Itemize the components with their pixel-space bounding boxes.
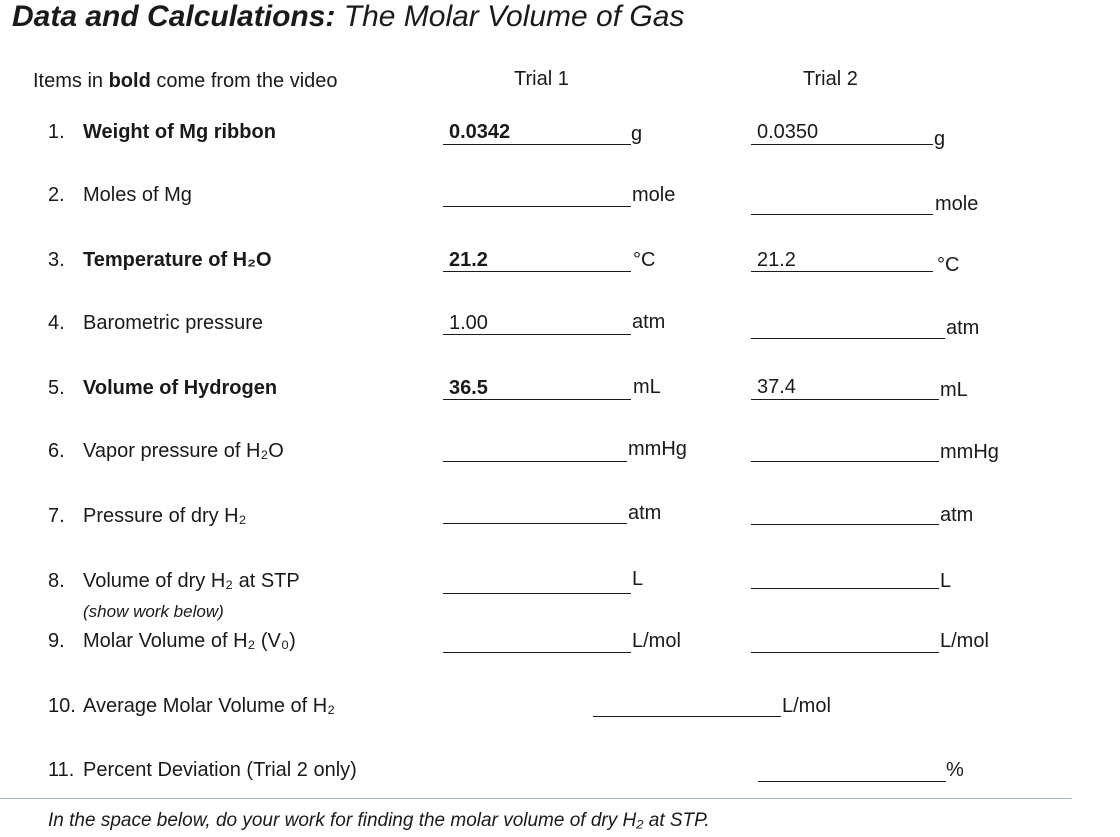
trial2-molar-unit: L/mol bbox=[940, 630, 989, 652]
average-molar-blank[interactable] bbox=[593, 716, 781, 717]
trial2-drypressure-blank[interactable] bbox=[751, 524, 939, 525]
item-number: 10. bbox=[48, 695, 76, 717]
item-vapor-pressure bbox=[48, 440, 284, 463]
trial1-drypressure-unit: atm bbox=[628, 502, 662, 524]
trial1-pressure-value: 1.00 bbox=[449, 312, 488, 334]
item-number: 2. bbox=[48, 184, 65, 206]
trial2-weight-value: 0.0350 bbox=[757, 121, 819, 143]
item-moles-mg bbox=[48, 184, 192, 207]
trial2-drypressure-unit: atm bbox=[940, 504, 974, 526]
trial2-stp-blank[interactable] bbox=[751, 588, 939, 589]
trial1-stp-blank[interactable] bbox=[443, 593, 631, 594]
trial1-weight-blank[interactable] bbox=[443, 144, 631, 145]
trial1-pressure-unit: atm bbox=[632, 311, 666, 333]
trial2-vapor-unit: mmHg bbox=[940, 441, 999, 463]
item-label: Pressure of dry H₂ bbox=[83, 505, 247, 527]
title-bold-part: Data and Calculations: bbox=[12, 0, 336, 33]
trial1-volume-value: 36.5 bbox=[449, 377, 488, 399]
item-average-molar-volume bbox=[48, 695, 335, 718]
item-pressure-dry-h2 bbox=[48, 505, 246, 528]
show-work-note: (show work below) bbox=[83, 602, 224, 621]
item-barometric-pressure bbox=[48, 312, 263, 335]
item-number: 9. bbox=[48, 630, 65, 652]
trial2-volume-blank[interactable] bbox=[751, 399, 939, 400]
trial2-temp-unit: °C bbox=[937, 254, 960, 276]
item-label: Weight of Mg ribbon bbox=[83, 121, 276, 143]
work-instructions: In the space below, do your work for finding the molar volume of dry H₂ at STP. bbox=[48, 810, 710, 831]
trial1-molar-blank[interactable] bbox=[443, 652, 631, 653]
item-temperature bbox=[48, 249, 272, 272]
percent-deviation-unit: % bbox=[946, 759, 964, 781]
item-number: 7. bbox=[48, 505, 65, 527]
percent-deviation-blank[interactable] bbox=[758, 781, 946, 782]
trial2-stp-unit: L bbox=[940, 570, 952, 592]
trial1-weight-value: 0.0342 bbox=[449, 121, 511, 143]
intro-suffix: come from the video bbox=[150, 70, 338, 92]
trial2-vapor-blank[interactable] bbox=[751, 461, 939, 462]
item-weight-mg bbox=[48, 121, 276, 144]
item-number: 3. bbox=[48, 249, 65, 271]
trial1-weight-unit: g bbox=[631, 123, 643, 145]
page-title bbox=[12, 0, 684, 34]
item-volume-hydrogen bbox=[48, 377, 277, 400]
trial1-vapor-unit: mmHg bbox=[628, 438, 687, 460]
item-number: 4. bbox=[48, 312, 65, 334]
trial2-weight-blank[interactable] bbox=[751, 144, 933, 145]
trial-1-header: Trial 1 bbox=[514, 68, 569, 90]
item-number: 6. bbox=[48, 440, 65, 462]
item-molar-volume bbox=[48, 630, 296, 653]
trial1-stp-unit: L bbox=[632, 568, 644, 590]
item-label: Volume of dry H₂ at STP bbox=[83, 570, 300, 592]
trial2-volume-unit: mL bbox=[940, 379, 968, 401]
trial2-moles-unit: mole bbox=[935, 193, 979, 215]
item-volume-stp bbox=[48, 570, 300, 593]
trial2-pressure-blank[interactable] bbox=[751, 338, 945, 339]
trial1-vapor-blank[interactable] bbox=[443, 461, 627, 462]
trial1-drypressure-blank[interactable] bbox=[443, 523, 627, 524]
intro-bold-word: bold bbox=[108, 70, 151, 92]
item-label: Volume of Hydrogen bbox=[83, 377, 278, 399]
trial2-temp-value: 21.2 bbox=[757, 249, 796, 271]
trial1-molar-unit: L/mol bbox=[632, 630, 681, 652]
item-label: Average Molar Volume of H₂ bbox=[83, 695, 335, 717]
trial2-moles-blank[interactable] bbox=[751, 214, 933, 215]
item-label: Temperature of H₂O bbox=[83, 249, 272, 271]
trial-2-header: Trial 2 bbox=[803, 68, 858, 90]
item-number: 5. bbox=[48, 377, 65, 399]
item-number: 11. bbox=[48, 759, 75, 781]
trial1-volume-unit: mL bbox=[633, 376, 661, 398]
item-label: Vapor pressure of H₂O bbox=[83, 440, 284, 462]
trial1-moles-blank[interactable] bbox=[443, 206, 631, 207]
trial2-molar-blank[interactable] bbox=[751, 652, 939, 653]
item-percent-deviation bbox=[48, 759, 357, 782]
item-number: 8. bbox=[48, 570, 65, 592]
trial1-moles-unit: mole bbox=[632, 184, 676, 206]
trial1-temp-unit: °C bbox=[633, 249, 656, 271]
item-label: Moles of Mg bbox=[83, 184, 192, 206]
intro-text bbox=[33, 70, 338, 93]
trial2-pressure-unit: atm bbox=[946, 317, 980, 339]
average-molar-unit: L/mol bbox=[782, 695, 831, 717]
trial1-temp-value: 21.2 bbox=[449, 249, 488, 271]
item-label: Percent Deviation (Trial 2 only) bbox=[83, 759, 357, 781]
item-label: Molar Volume of H₂ (V₀) bbox=[83, 630, 296, 652]
intro-prefix: Items in bbox=[33, 70, 109, 92]
item-label: Barometric pressure bbox=[83, 312, 264, 334]
trial2-volume-value: 37.4 bbox=[757, 376, 796, 398]
section-divider bbox=[0, 798, 1072, 799]
item-number: 1. bbox=[48, 121, 65, 143]
title-rest-part: The Molar Volume of Gas bbox=[335, 0, 685, 33]
trial2-weight-unit: g bbox=[934, 128, 946, 150]
